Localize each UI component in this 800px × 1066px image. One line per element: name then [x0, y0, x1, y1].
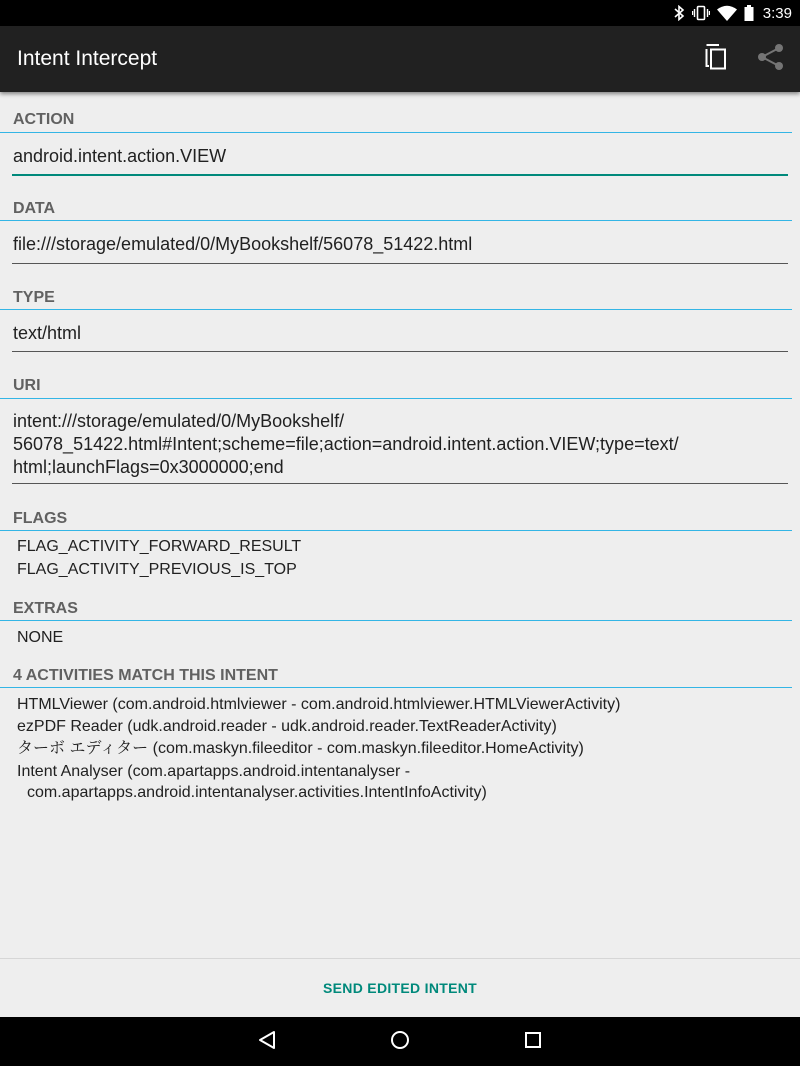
activities-header: 4 ACTIVITIES MATCH THIS INTENT	[13, 667, 278, 684]
app-bar	[0, 26, 800, 92]
action-divider	[0, 132, 792, 133]
back-icon	[256, 1029, 278, 1056]
status-bar	[0, 0, 800, 26]
extras-header: EXTRAS	[13, 600, 78, 617]
uri-line: 56078_51422.html#Intent;scheme=file;action=android.intent.action.VIEW;type=text/	[13, 434, 679, 454]
uri-field-underline	[12, 483, 788, 484]
activity-item: ターボ エディター (com.maskyn.fileeditor - com.maskyn.fileeditor.HomeActivity)	[17, 740, 584, 757]
activity-item: HTMLViewer (com.android.htmlviewer - com.android.htmlviewer.HTMLViewerActivity)	[17, 696, 621, 713]
uri-line: html;launchFlags=0x3000000;end	[13, 457, 284, 477]
type-header: TYPE	[13, 289, 55, 306]
flag-item: FLAG_ACTIVITY_PREVIOUS_IS_TOP	[17, 561, 297, 578]
uri-divider	[0, 398, 792, 399]
extras-divider	[0, 620, 792, 621]
action-header: ACTION	[13, 111, 75, 128]
copy-icon	[705, 44, 727, 75]
bluetooth-icon	[673, 5, 685, 21]
recents-button[interactable]	[518, 1027, 548, 1057]
send-edited-intent-button[interactable]: SEND EDITED INTENT	[323, 980, 477, 996]
battery-icon	[744, 5, 754, 21]
wifi-icon	[717, 5, 737, 21]
action-field[interactable]: android.intent.action.VIEW	[13, 146, 227, 166]
type-field-underline	[12, 351, 788, 352]
extras-item: NONE	[17, 629, 64, 646]
data-header: DATA	[13, 200, 56, 217]
data-field-underline	[12, 263, 788, 264]
action-field-underline	[12, 174, 788, 176]
flags-header: FLAGS	[13, 510, 68, 527]
activities-divider	[0, 687, 792, 688]
uri-line: intent:///storage/emulated/0/MyBookshelf/	[13, 411, 345, 431]
copy-button[interactable]	[700, 43, 732, 75]
vibrate-icon	[692, 5, 710, 21]
type-field[interactable]: text/html	[13, 323, 82, 343]
activity-item-continued: com.apartapps.android.intentanalyser.activities.IntentInfoActivity)	[27, 784, 487, 801]
activity-item: ezPDF Reader (udk.android.reader - udk.android.reader.TextReaderActivity)	[17, 718, 557, 735]
uri-field[interactable]	[13, 410, 788, 479]
share-icon	[757, 43, 785, 76]
data-field[interactable]: file:///storage/emulated/0/MyBookshelf/56078_51422.html	[13, 234, 473, 254]
home-icon	[389, 1029, 411, 1056]
recents-icon	[523, 1030, 543, 1055]
status-icons	[673, 0, 792, 26]
share-button[interactable]	[755, 43, 787, 75]
flags-divider	[0, 530, 792, 531]
flag-item: FLAG_ACTIVITY_FORWARD_RESULT	[17, 538, 302, 555]
uri-header: URI	[13, 377, 41, 394]
home-button[interactable]	[385, 1027, 415, 1057]
activity-item: Intent Analyser (com.apartapps.android.intentanalyser -	[17, 763, 411, 780]
back-button[interactable]	[252, 1027, 282, 1057]
data-divider	[0, 220, 792, 221]
intent-details	[0, 92, 800, 958]
navigation-bar	[0, 1017, 800, 1066]
status-clock: 3:39	[762, 4, 792, 22]
app-title: Intent Intercept	[17, 47, 158, 70]
type-divider	[0, 309, 792, 310]
